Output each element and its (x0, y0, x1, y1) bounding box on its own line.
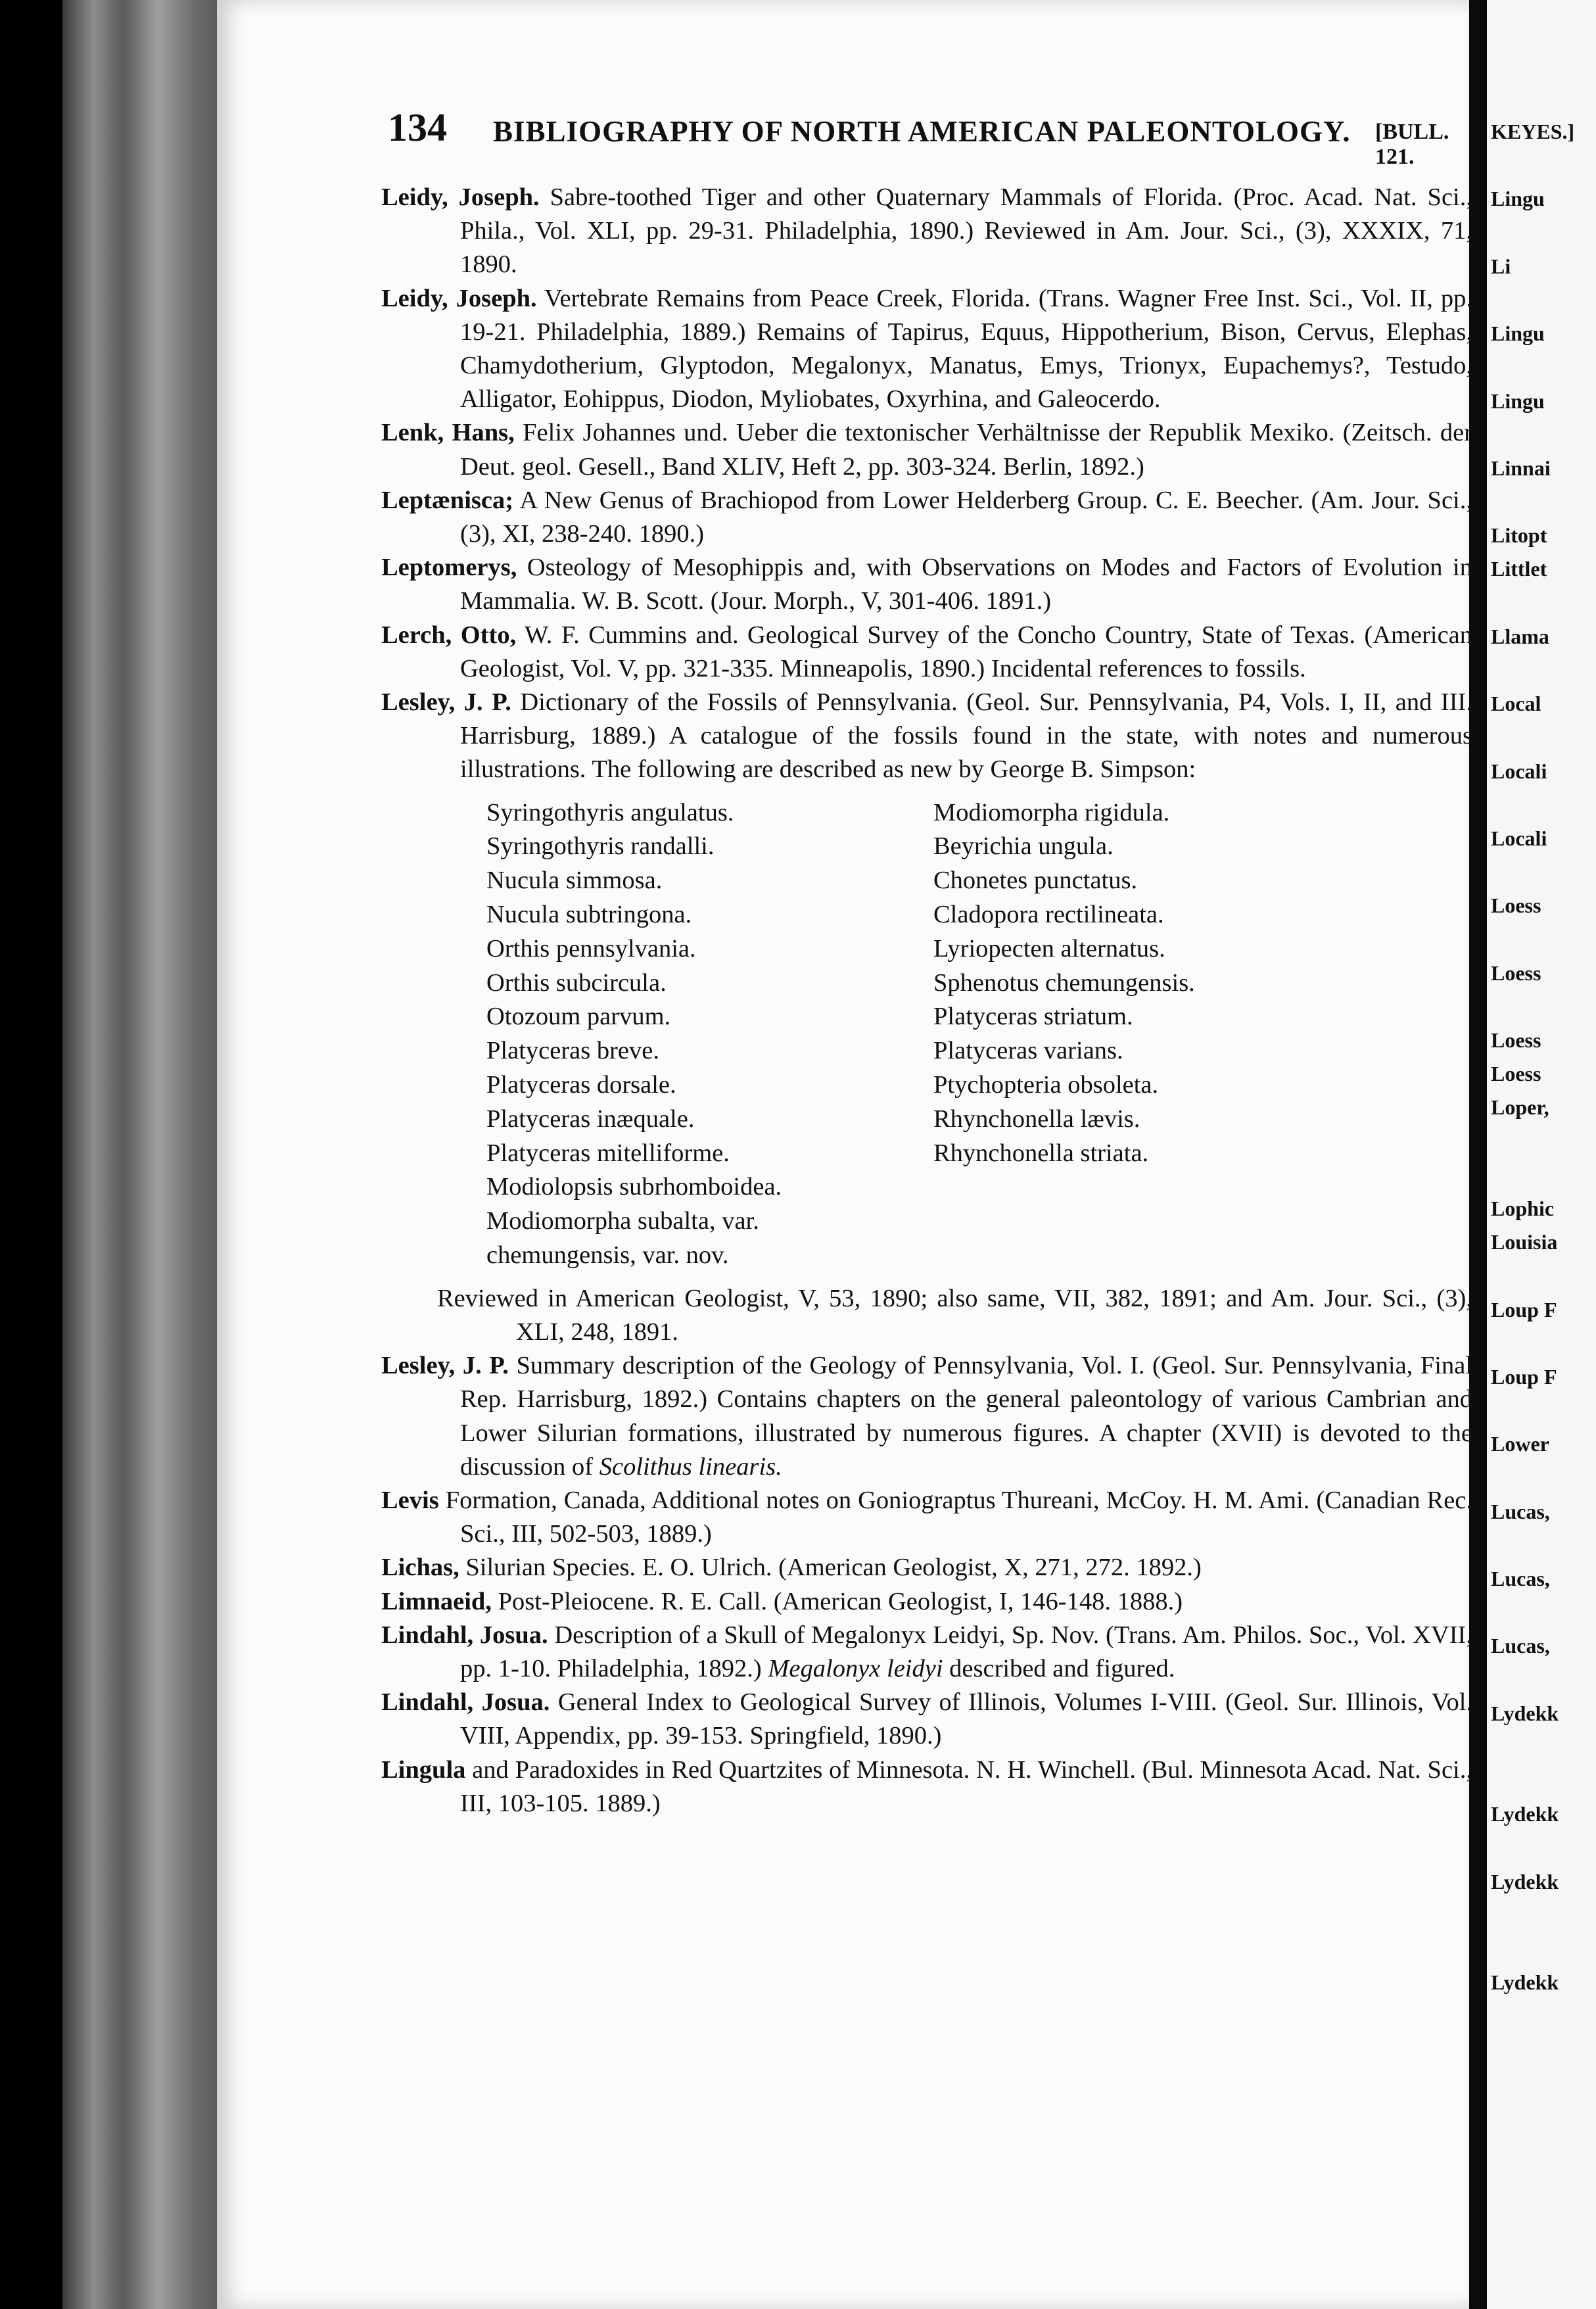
facing-page-fragment (1491, 1259, 1574, 1293)
facing-page-fragment (1491, 1730, 1574, 1764)
entry (381, 1619, 1472, 1686)
species-name: Cladopora rectilineata. (933, 901, 1164, 929)
entry-heading: Lindahl, Josua. (381, 1621, 548, 1649)
facing-page-fragment: Lingu (1491, 321, 1545, 346)
facing-page-fragment: Locali (1491, 759, 1547, 783)
entry-text: Summary description of the Geology of Pennsylvania, Vol. I. (Geol. Sur. Pennsylvania, Final Rep. Harrisburg, 1892.) Contains chapters on the general paleontology of various Cambrian and Lower Silurian formations, illustrated by numerous figures. A chapter (XVII) is devoted to the discussion of (460, 1352, 1472, 1481)
facing-page-fragment: Li (1491, 254, 1511, 278)
entry-text: W. F. Cummins and. Geological Survey of the Concho Country, State of Texas. (American Geologist, Vol. V, pp. 321-335. Minneapolis, 1890.) Incidental references to fossils. (460, 621, 1473, 682)
species-list (486, 796, 1472, 1273)
review-note: Reviewed in American Geologist, V, 53, 1890; also same, VII, 382, 1891; and Am. Jour. Sci., (3), XLI, 248, 1891. (437, 1284, 1472, 1346)
facing-page-fragment: Loess (1491, 1062, 1541, 1086)
facing-page-fragment (1491, 149, 1574, 182)
species-name: Modiolopsis subrhomboidea. (486, 1173, 782, 1201)
facing-page-fragment: Lophic (1491, 1197, 1555, 1220)
entry (381, 282, 1472, 417)
entry (381, 1484, 1472, 1551)
entry-italic: Scolithus linearis. (599, 1452, 782, 1481)
entry (381, 619, 1472, 686)
entry-heading: Leidy, Joseph. (381, 284, 537, 312)
facing-page-fragment (1491, 788, 1574, 822)
entry-text: Silurian Species. E. O. Ulrich. (American Geologist, X, 271, 272. 1892.) (465, 1554, 1202, 1582)
facing-page-fragment (1491, 2000, 1574, 2034)
bibliography-entries (381, 181, 1472, 1821)
facing-page-fragment (1491, 1529, 1574, 1562)
page-number: 134 (388, 106, 447, 149)
facing-page-fragment: Llama (1491, 624, 1549, 648)
facing-page-fragment: Littlet (1491, 557, 1547, 581)
facing-page-fragment: Loper, (1491, 1095, 1549, 1120)
entry (381, 416, 1472, 483)
species-name: Modiomorpha subalta, var. chemungensis, var. nov. (486, 1207, 759, 1270)
facing-page-fragment (1491, 855, 1574, 889)
facing-page-fragment (1491, 418, 1574, 452)
entry-heading: Levis (381, 1487, 439, 1515)
species-name: Orthis pennsylvania. (486, 934, 696, 963)
facing-page-fragment (1491, 1394, 1574, 1427)
facing-page-fragment (1491, 1462, 1574, 1495)
species-name: Platyceras varians. (933, 1037, 1123, 1065)
species-name: Ptychopteria obsoleta. (933, 1071, 1159, 1099)
entry-heading: Lichas, (381, 1554, 459, 1582)
facing-page-fragment: Lingu (1491, 389, 1545, 413)
entry-text: Formation, Canada, Additional notes on Goniograptus Thureani, McCoy. H. M. Ami. (Canadian Rec. Sci., III, 502-503, 1889.) (445, 1487, 1473, 1548)
book-spine-edge (62, 0, 237, 2309)
facing-page-fragment (1491, 1158, 1574, 1192)
facing-page-fragment: Lydekk (1491, 1701, 1559, 1725)
species-name: Sphenotus chemungensis. (933, 968, 1195, 997)
facing-page-fragment: Loess (1491, 961, 1541, 985)
facing-page-fragment (1491, 350, 1574, 384)
entry-text: Osteology of Mesophippis and, with Observations on Modes and Factors of Evolution in Mammalia. W. B. Scott. (Jour. Morph., V, 301-406. 1891.) (460, 554, 1472, 615)
species-name: Platyceras breve. (486, 1037, 659, 1065)
entry (381, 1349, 1472, 1484)
species-name: Orthis subcircula. (486, 968, 667, 997)
species-name: Syringothyris randalli. (486, 832, 715, 861)
entry (381, 181, 1472, 282)
facing-page-fragment: Lucas, (1491, 1634, 1550, 1658)
facing-page-fragment: Louisia (1491, 1230, 1558, 1254)
facing-page-fragment: Loess (1491, 893, 1541, 918)
species-name: Syringothyris angulatus. (486, 798, 734, 826)
facing-page-fragment: Lucas, (1491, 1567, 1550, 1591)
facing-page-fragment: Lydekk (1491, 1802, 1559, 1826)
facing-page-fragment (1491, 1932, 1574, 1966)
facing-page-fragment: Litopt (1491, 523, 1547, 548)
facing-page-fragment (1491, 1899, 1574, 1932)
entry (381, 686, 1472, 787)
entry (381, 484, 1472, 551)
bulletin-label: [BULL. 121. (1375, 120, 1449, 169)
entry-heading: Lesley, J. P. (381, 1352, 509, 1380)
entry-text: Description of a Skull of Megalonyx Leidyi, Sp. Nov. (Trans. Am. Philos. Soc., Vol. XVII, pp. 1-10. Philadelphia, 1892.) (460, 1621, 1473, 1683)
facing-page-fragment: KEYES.] (1491, 120, 1575, 143)
species-name: Lyriopecten alternatus. (933, 934, 1165, 963)
facing-page-fragment: Locali (1491, 826, 1547, 850)
facing-page-fragment (1491, 586, 1574, 620)
facing-page-fragment: Loess (1491, 1028, 1541, 1053)
entry-text: Felix Johannes und. Ueber die textonischer Verhältnisse der Republik Mexiko. (Zeitsch. der Deut. geol. Gesell., Band XLIV, Heft 2, pp. 303-324. Berlin, 1892.) (460, 419, 1472, 481)
facing-page-fragment (1491, 654, 1574, 687)
page-header (388, 105, 1479, 169)
entry-heading: Lesley, J. P. (381, 688, 511, 717)
facing-page-fragment (1491, 216, 1574, 250)
species-name: Beyrichia ungula. (933, 832, 1114, 861)
species-name: Platyceras inæquale. (486, 1105, 695, 1133)
entry-heading: Lerch, Otto, (381, 621, 517, 649)
species-name: Modiomorpha rigidula. (933, 798, 1170, 826)
species-name (933, 1170, 1341, 1204)
entry (381, 1551, 1472, 1584)
facing-page-fragment (1491, 485, 1574, 519)
facing-page-fragment (1491, 721, 1574, 754)
facing-page-fragment: Lower (1491, 1432, 1549, 1456)
facing-page-fragment (1491, 923, 1574, 957)
facing-page-fragment: Linnai (1491, 456, 1551, 480)
entry-text: and Paradoxides in Red Quartzites of Minnesota. N. H. Winchell. (Bul. Minnesota Acad. Nat. Sci., III, 103-105. 1889.) (460, 1755, 1473, 1817)
species-name: Rhynchonella striata. (933, 1139, 1149, 1167)
entry-text: Vertebrate Remains from Peace Creek, Florida. (Trans. Wagner Free Inst. Sci., Vol. II, pp. 19-21. Philadelphia, 1889.) Remains of Tapirus, Equus, Hippotherium, Bison, Cervus, Elephas, Chamydotherium, Glyptodon, Megalonyx, Manatus, Emys, Trionyx, Eupachemys?, Testudo, Alligator, Eohippus, Diodon, Myliobates, Oxyrhina, and Galeocerdo. (460, 284, 1472, 414)
entry-heading: Limnaeid, (381, 1587, 492, 1615)
entry (381, 1753, 1472, 1821)
species-name: Rhynchonella lævis. (933, 1105, 1140, 1133)
facing-page-fragment: Lingu (1491, 187, 1545, 211)
entry-text: Dictionary of the Fossils of Pennsylvania. (Geol. Sur. Pennsylvania, P4, Vols. I, II, and III. Harrisburg, 1889.) A catalogue of the fossils found in the state, with notes and numerous illustrations. The following are described as new by George B. Simpson: (460, 688, 1472, 784)
entry-heading: Leptænisca; (381, 486, 514, 514)
entry (381, 1686, 1472, 1753)
species-name (933, 1204, 1341, 1273)
entry-text: Sabre-toothed Tiger and other Quaternary Mammals of Florida. (Proc. Acad. Nat. Sci., Phila., Vol. XLI, pp. 29-31. Philadelphia, 1890.) Reviewed in Am. Jour. Sci., (3), XXXIX, 71, 1890. (460, 183, 1472, 279)
entry-heading: Leidy, Joseph. (381, 183, 540, 211)
facing-page-fragment (1491, 1832, 1574, 1865)
entry-text-after: described and figured. (949, 1655, 1175, 1683)
species-name: Nucula simmosa. (486, 867, 663, 895)
facing-page-fragment (1491, 1663, 1574, 1697)
facing-page-edge (1487, 0, 1596, 2309)
entry-heading: Lenk, Hans, (381, 419, 515, 447)
running-title: BIBLIOGRAPHY OF NORTH AMERICAN PALEONTOLOGY. (493, 115, 1351, 148)
entry-heading: Lingula (381, 1755, 466, 1784)
facing-page-fragment: Loup F (1491, 1297, 1557, 1321)
entry (381, 1585, 1472, 1619)
facing-page-fragment (1491, 990, 1574, 1024)
species-name: Chonetes punctatus. (933, 867, 1138, 895)
facing-page-fragment (1491, 283, 1574, 317)
species-name: Otozoum parvum. (486, 1003, 671, 1031)
facing-page-fragment (1491, 1764, 1574, 1797)
species-name: Platyceras mitelliforme. (486, 1139, 730, 1167)
entry (381, 551, 1472, 618)
facing-page-fragments (1491, 115, 1574, 2034)
facing-page-fragment: Lucas, (1491, 1499, 1550, 1523)
facing-page-fragment: Lydekk (1491, 1970, 1559, 1995)
facing-page-fragment (1491, 1327, 1574, 1360)
entry-text: A New Genus of Brachiopod from Lower Helderberg Group. C. E. Beecher. (Am. Jour. Sci., (3), XI, 238-240. 1890.) (460, 486, 1472, 548)
facing-page-fragment (1491, 1596, 1574, 1629)
entry-italic: Megalonyx leidyi (768, 1655, 943, 1683)
facing-page-fragment: Loup F (1491, 1364, 1557, 1389)
entry-heading: Lindahl, Josua. (381, 1688, 550, 1717)
species-name: Platyceras dorsale. (486, 1071, 676, 1099)
entry-text: General Index to Geological Survey of Illinois, Volumes I-VIII. (Geol. Sur. Illinois, Vol. VIII, Appendix, pp. 39-153. Springfield, 1890.) (460, 1688, 1473, 1750)
entry-text: Post-Pleiocene. R. E. Call. (American Geologist, I, 146-148. 1888.) (498, 1587, 1183, 1615)
entry-heading: Leptomerys, (381, 554, 517, 582)
facing-page-fragment (1491, 1125, 1574, 1158)
species-name: Nucula subtringona. (486, 901, 692, 929)
facing-page-fragment: Lydekk (1491, 1869, 1559, 1893)
species-name: Platyceras striatum. (933, 1003, 1133, 1031)
facing-page-fragment: Local (1491, 692, 1541, 716)
